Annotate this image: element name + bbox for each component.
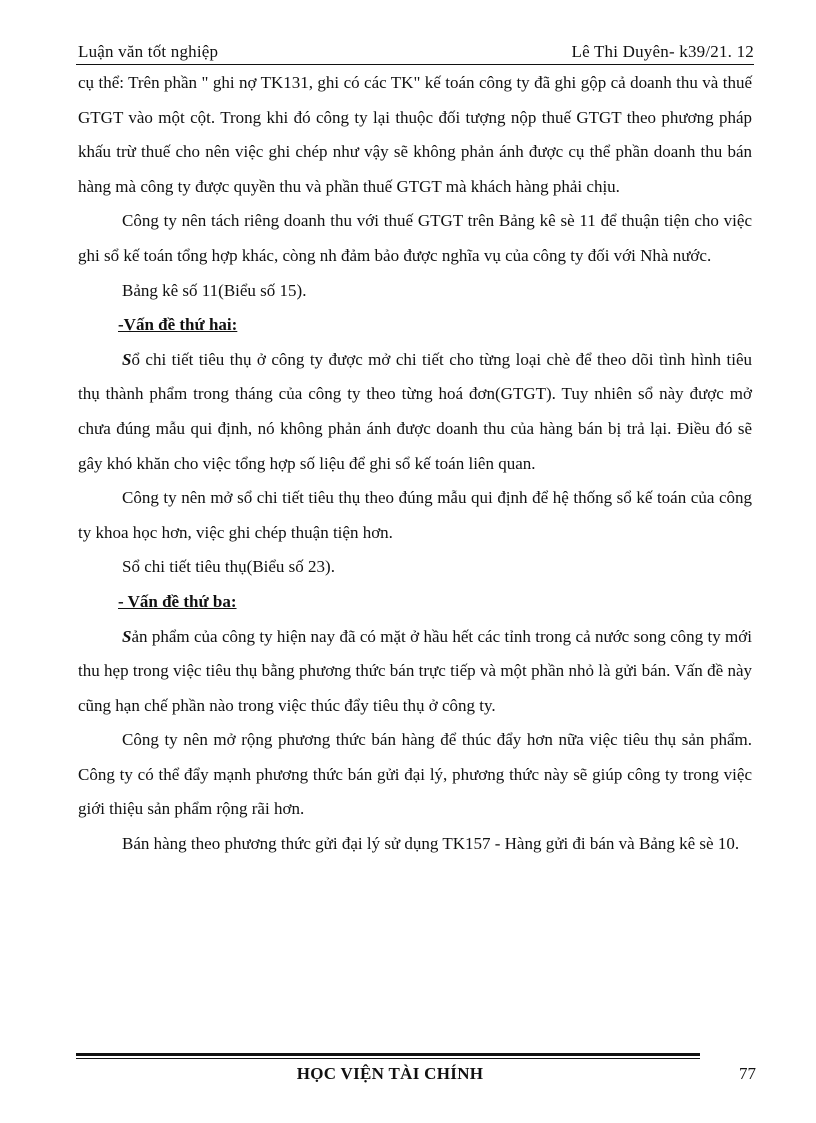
paragraph-9: Bán hàng theo phương thức gửi đại lý sử dụng TK157 - Hàng gửi đi bán và Bảng kê sè 10. <box>122 834 740 854</box>
heading-third-issue: - Vấn đề thứ ba: <box>118 591 237 611</box>
paragraph-7 <box>78 620 752 724</box>
paragraph-1: cụ thể: Trên phần " ghi nợ TK131, ghi có các TK" kế toán công ty đã ghi gộp cả doanh thu và thuế GTGT vào một cột. Trong khi đó công ty lại thuộc đối tượng nộp thuế GTGT theo phương pháp khấu trừ thuế cho nên việc ghi chép như vậy sẽ không phản ánh được cụ thể phần doanh thu bán hàng mà công ty được quyền thu và phần thuế GTGT mà khách hàng phải chịu. <box>78 73 752 196</box>
footer-institution: HỌC VIỆN TÀI CHÍNH <box>296 1064 484 1083</box>
paragraph-4 <box>78 343 752 481</box>
paragraph-3: Bảng kê số 11(Biểu số 15). <box>122 280 307 300</box>
document-body <box>78 66 752 862</box>
header-author-class: Lê Thi Duyên- k39/21. 12 <box>571 42 754 61</box>
footer-divider-thick <box>76 1053 700 1056</box>
paragraph-7-initial: S <box>122 626 132 646</box>
page-header <box>78 38 754 62</box>
paragraph-2: Công ty nên tách riêng doanh thu với thuế GTGT trên Bảng kê sè 11 để thuận tiện cho việc ghi sổ kế toán tổng hợp khác, còng nh đảm bảo được nghĩa vụ của công ty đối với Nhà nước. <box>78 211 752 265</box>
paragraph-8: Công ty nên mở rộng phương thức bán hàng để thúc đẩy hơn nữa việc tiêu thụ sản phẩm. Công ty có thể đẩy mạnh phương thức bán gửi đại lý, phương thức này sẽ giúp công ty trong việc giới thiệu sản phẩm rộng rãi hơn. <box>78 730 752 819</box>
paragraph-7-text: ản phẩm của công ty hiện nay đã có mặt ở hầu hết các tỉnh trong cả nước song công ty mới thu hẹp trong việc tiêu thụ bằng phương thức bán trực tiếp và một phần nhỏ là gửi bán. Vấn đề này cũng hạn chế phần nào trong việc thúc đẩy tiêu thụ ở công ty. <box>78 626 752 715</box>
paragraph-5: Công ty nên mở sổ chi tiết tiêu thụ theo đúng mẫu qui định để hệ thống sổ kế toán của công ty khoa học hơn, việc ghi chép thuận tiện hơn. <box>78 488 752 542</box>
paragraph-6: Sổ chi tiết tiêu thụ(Biểu số 23). <box>122 557 335 577</box>
header-divider <box>76 64 754 65</box>
header-thesis-title: Luận văn tốt nghiệp <box>78 42 219 61</box>
footer-divider-thin <box>76 1058 700 1059</box>
page-number: 77 <box>739 1064 756 1083</box>
heading-second-issue: -Vấn đề thứ hai: <box>118 315 238 335</box>
paragraph-4-text: ổ chi tiết tiêu thụ ở công ty được mở chi tiết cho từng loại chè để theo dõi tình hình tiêu thụ thành phẩm trong tháng của công ty theo từng hoá đơn(GTGT). Tuy nhiên sổ này được mở chưa đúng mẫu qui định, nó không phản ánh được doanh thu của hàng bán bị trả lại. Điều đó sẽ gây khó khăn cho việc tổng hợp số liệu để ghi sổ kế toán liên quan. <box>78 349 752 473</box>
paragraph-4-initial: S <box>122 349 132 369</box>
